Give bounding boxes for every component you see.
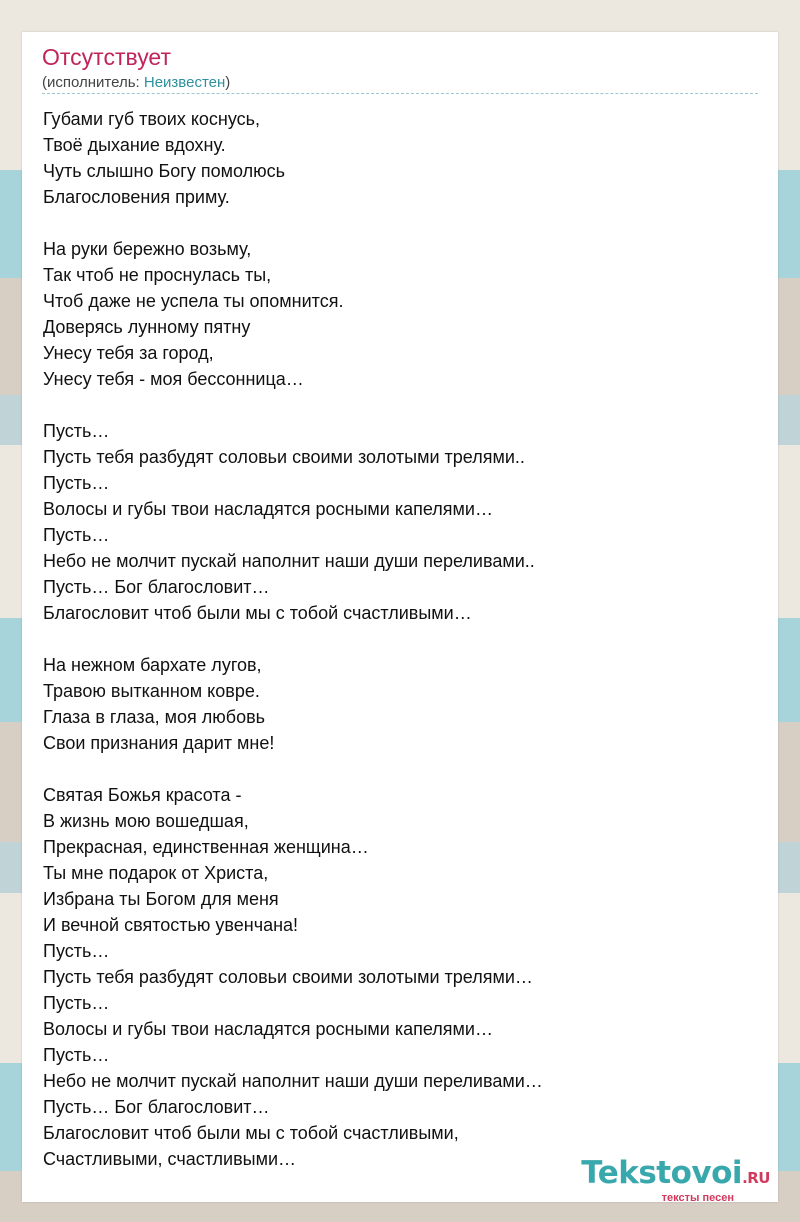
lyric-line: Пусть тебя разбудят соловьи своими золотыми трелями… [43, 967, 533, 987]
lyric-line: Чуть слышно Богу помолюсь [43, 161, 285, 181]
lyric-line: Пусть… [43, 421, 110, 441]
artist-line [42, 74, 230, 92]
lyric-line: И вечной святостью увенчана! [43, 915, 299, 935]
logo-tagline: тексты песен [661, 1192, 734, 1204]
lyric-line: Пусть… Бог благословит… [43, 1097, 270, 1117]
lyric-line: Губами губ твоих коснусь, [43, 109, 261, 129]
lyric-blank-line [43, 392, 543, 418]
logo-main-text: Tekstovoi [581, 1155, 743, 1191]
lyric-line: Пусть… [43, 993, 110, 1013]
lyric-line: Избрана ты Богом для меня [43, 889, 279, 909]
lyric-line: Волосы и губы твои насладятся росными капелями… [43, 1019, 493, 1039]
lyric-line: Небо не молчит пускай наполнит наши души переливами.. [43, 551, 535, 571]
artist-prefix: (исполнитель: [42, 74, 144, 91]
lyric-line: Благословит чтоб были мы с тобой счастливыми, [43, 1123, 459, 1143]
artist-suffix: ) [225, 74, 231, 91]
lyric-line: Травою вытканном ковре. [43, 681, 260, 701]
lyric-line: На руки бережно возьму, [43, 239, 252, 259]
lyric-line: Так чтоб не проснулась ты, [43, 265, 272, 285]
song-title: Отсутствует [42, 44, 171, 70]
lyric-blank-line [43, 626, 543, 652]
lyric-line: Глаза в глаза, моя любовь [43, 707, 266, 727]
lyric-line: В жизнь мою вошедшая, [43, 811, 249, 831]
lyric-line: Доверясь лунному пятну [43, 317, 251, 337]
lyric-line: Счастливыми, счастливыми… [43, 1149, 297, 1169]
lyric-line: Прекрасная, единственная женщина… [43, 837, 369, 857]
lyrics-card [22, 32, 778, 1202]
lyric-blank-line [43, 210, 543, 236]
lyric-line: Пусть… Бог благословит… [43, 577, 270, 597]
lyric-line: Благословения приму. [43, 187, 230, 207]
lyric-line: Унесу тебя за город, [43, 343, 214, 363]
lyric-line: Твоё дыхание вдохну. [43, 135, 226, 155]
lyric-line: Унесу тебя - моя бессонница… [43, 369, 304, 389]
lyric-line: Пусть… [43, 941, 110, 961]
lyric-line: Пусть… [43, 1045, 110, 1065]
artist-link[interactable]: Неизвестен [143, 74, 226, 91]
logo-tld: .RU [742, 1169, 770, 1187]
lyric-line: Волосы и губы твои насладятся росными капелями… [43, 499, 493, 519]
title-divider [42, 93, 758, 94]
lyric-line: Пусть… [43, 473, 110, 493]
lyric-line: На нежном бархате лугов, [43, 655, 262, 675]
lyric-line: Свои признания дарит мне! [43, 733, 275, 753]
lyric-line: Святая Божья красота - [43, 785, 242, 805]
lyric-blank-line [43, 756, 543, 782]
lyric-line: Пусть тебя разбудят соловьи своими золотыми трелями.. [43, 447, 525, 467]
lyric-line: Небо не молчит пускай наполнит наши души переливами… [43, 1071, 543, 1091]
site-logo[interactable] [581, 1157, 770, 1204]
lyrics-text [43, 106, 543, 1172]
lyric-line: Благословит чтоб были мы с тобой счастливыми… [43, 603, 472, 623]
lyric-line: Пусть… [43, 525, 110, 545]
logo-wordmark [581, 1157, 770, 1194]
lyric-line: Ты мне подарок от Христа, [43, 863, 269, 883]
lyric-line: Чтоб даже не успела ты опомнится. [43, 291, 344, 311]
